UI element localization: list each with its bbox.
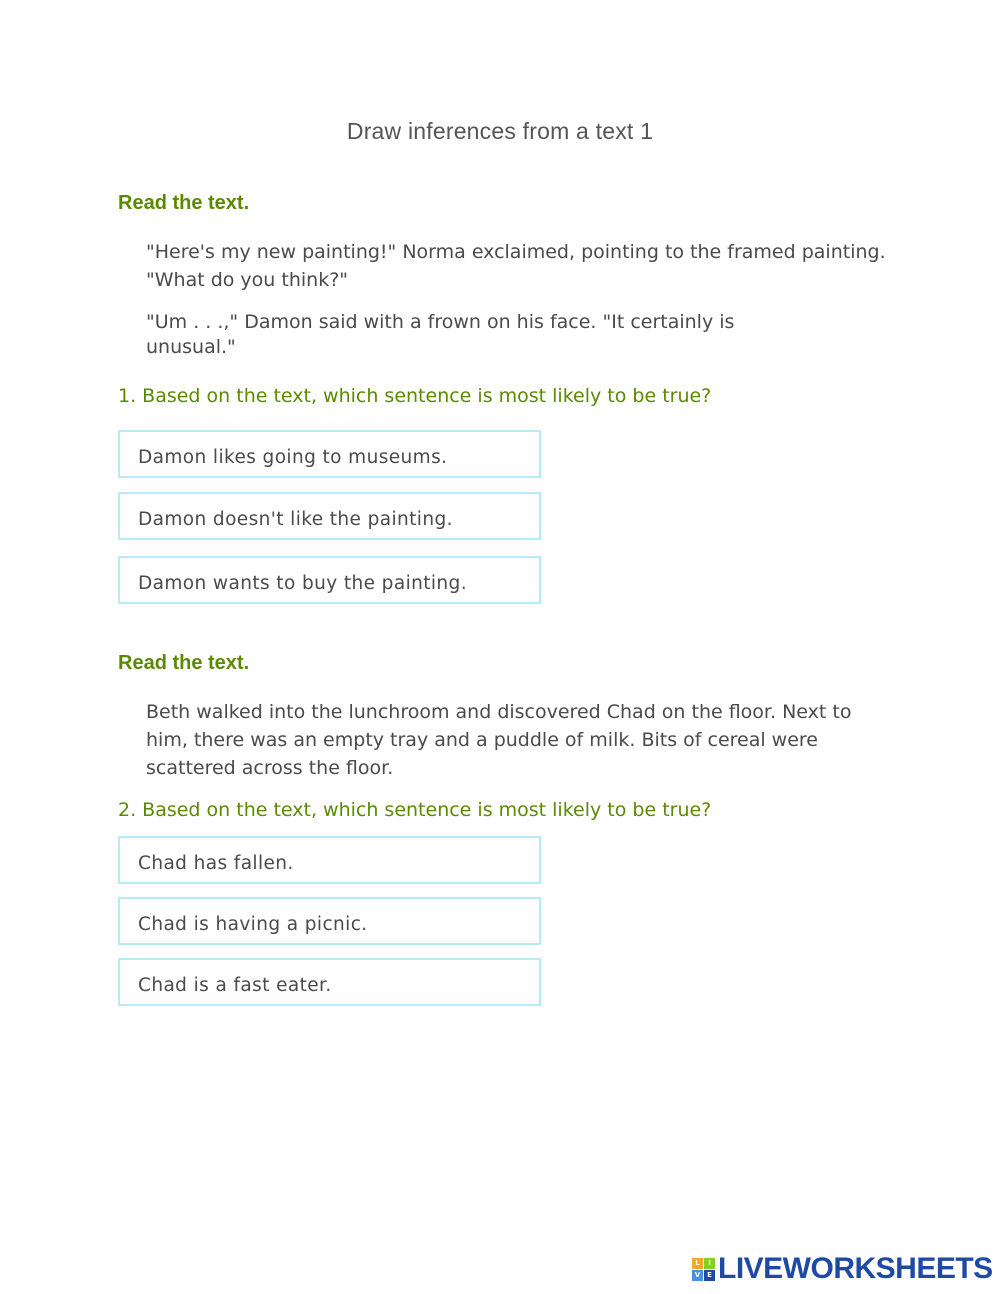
liveworksheets-logo <box>692 1252 993 1286</box>
logo-square-v: V <box>692 1270 703 1281</box>
question-2-option-2[interactable]: Chad is having a picnic. <box>118 897 541 945</box>
section1-heading: Read the text. <box>118 192 250 214</box>
logo-squares-icon <box>692 1258 715 1281</box>
question-2-option-1[interactable]: Chad has fallen. <box>118 836 541 884</box>
logo-square-l: L <box>692 1258 703 1269</box>
section1-paragraph-2: "Um . . .," Damon said with a frown on his face. "It certainly is unusual." <box>146 311 735 358</box>
section2-heading: Read the text. <box>118 652 250 674</box>
section1-paragraph-1: "Here's my new painting!" Norma exclaimed, pointing to the framed painting. "What do you think?" <box>146 241 886 291</box>
logo-text: LIVEWORKSHEETS <box>718 1252 993 1285</box>
question-1-option-2[interactable]: Damon doesn't like the painting. <box>118 492 541 540</box>
question-1-option-1[interactable]: Damon likes going to museums. <box>118 430 541 478</box>
question-1-option-3[interactable]: Damon wants to buy the painting. <box>118 556 541 604</box>
question-1: 1. Based on the text, which sentence is most likely to be true? <box>118 385 712 407</box>
question-2: 2. Based on the text, which sentence is most likely to be true? <box>118 799 712 821</box>
logo-square-i: I <box>704 1258 715 1269</box>
section2-paragraph-1: Beth walked into the lunchroom and discovered Chad on the floor. Next to him, there was an empty tray and a puddle of milk. Bits of cereal were scattered across the floor. <box>146 701 852 779</box>
worksheet-title: Draw inferences from a text 1 <box>346 118 654 144</box>
question-2-option-3[interactable]: Chad is a fast eater. <box>118 958 541 1006</box>
logo-square-e: E <box>704 1270 715 1281</box>
